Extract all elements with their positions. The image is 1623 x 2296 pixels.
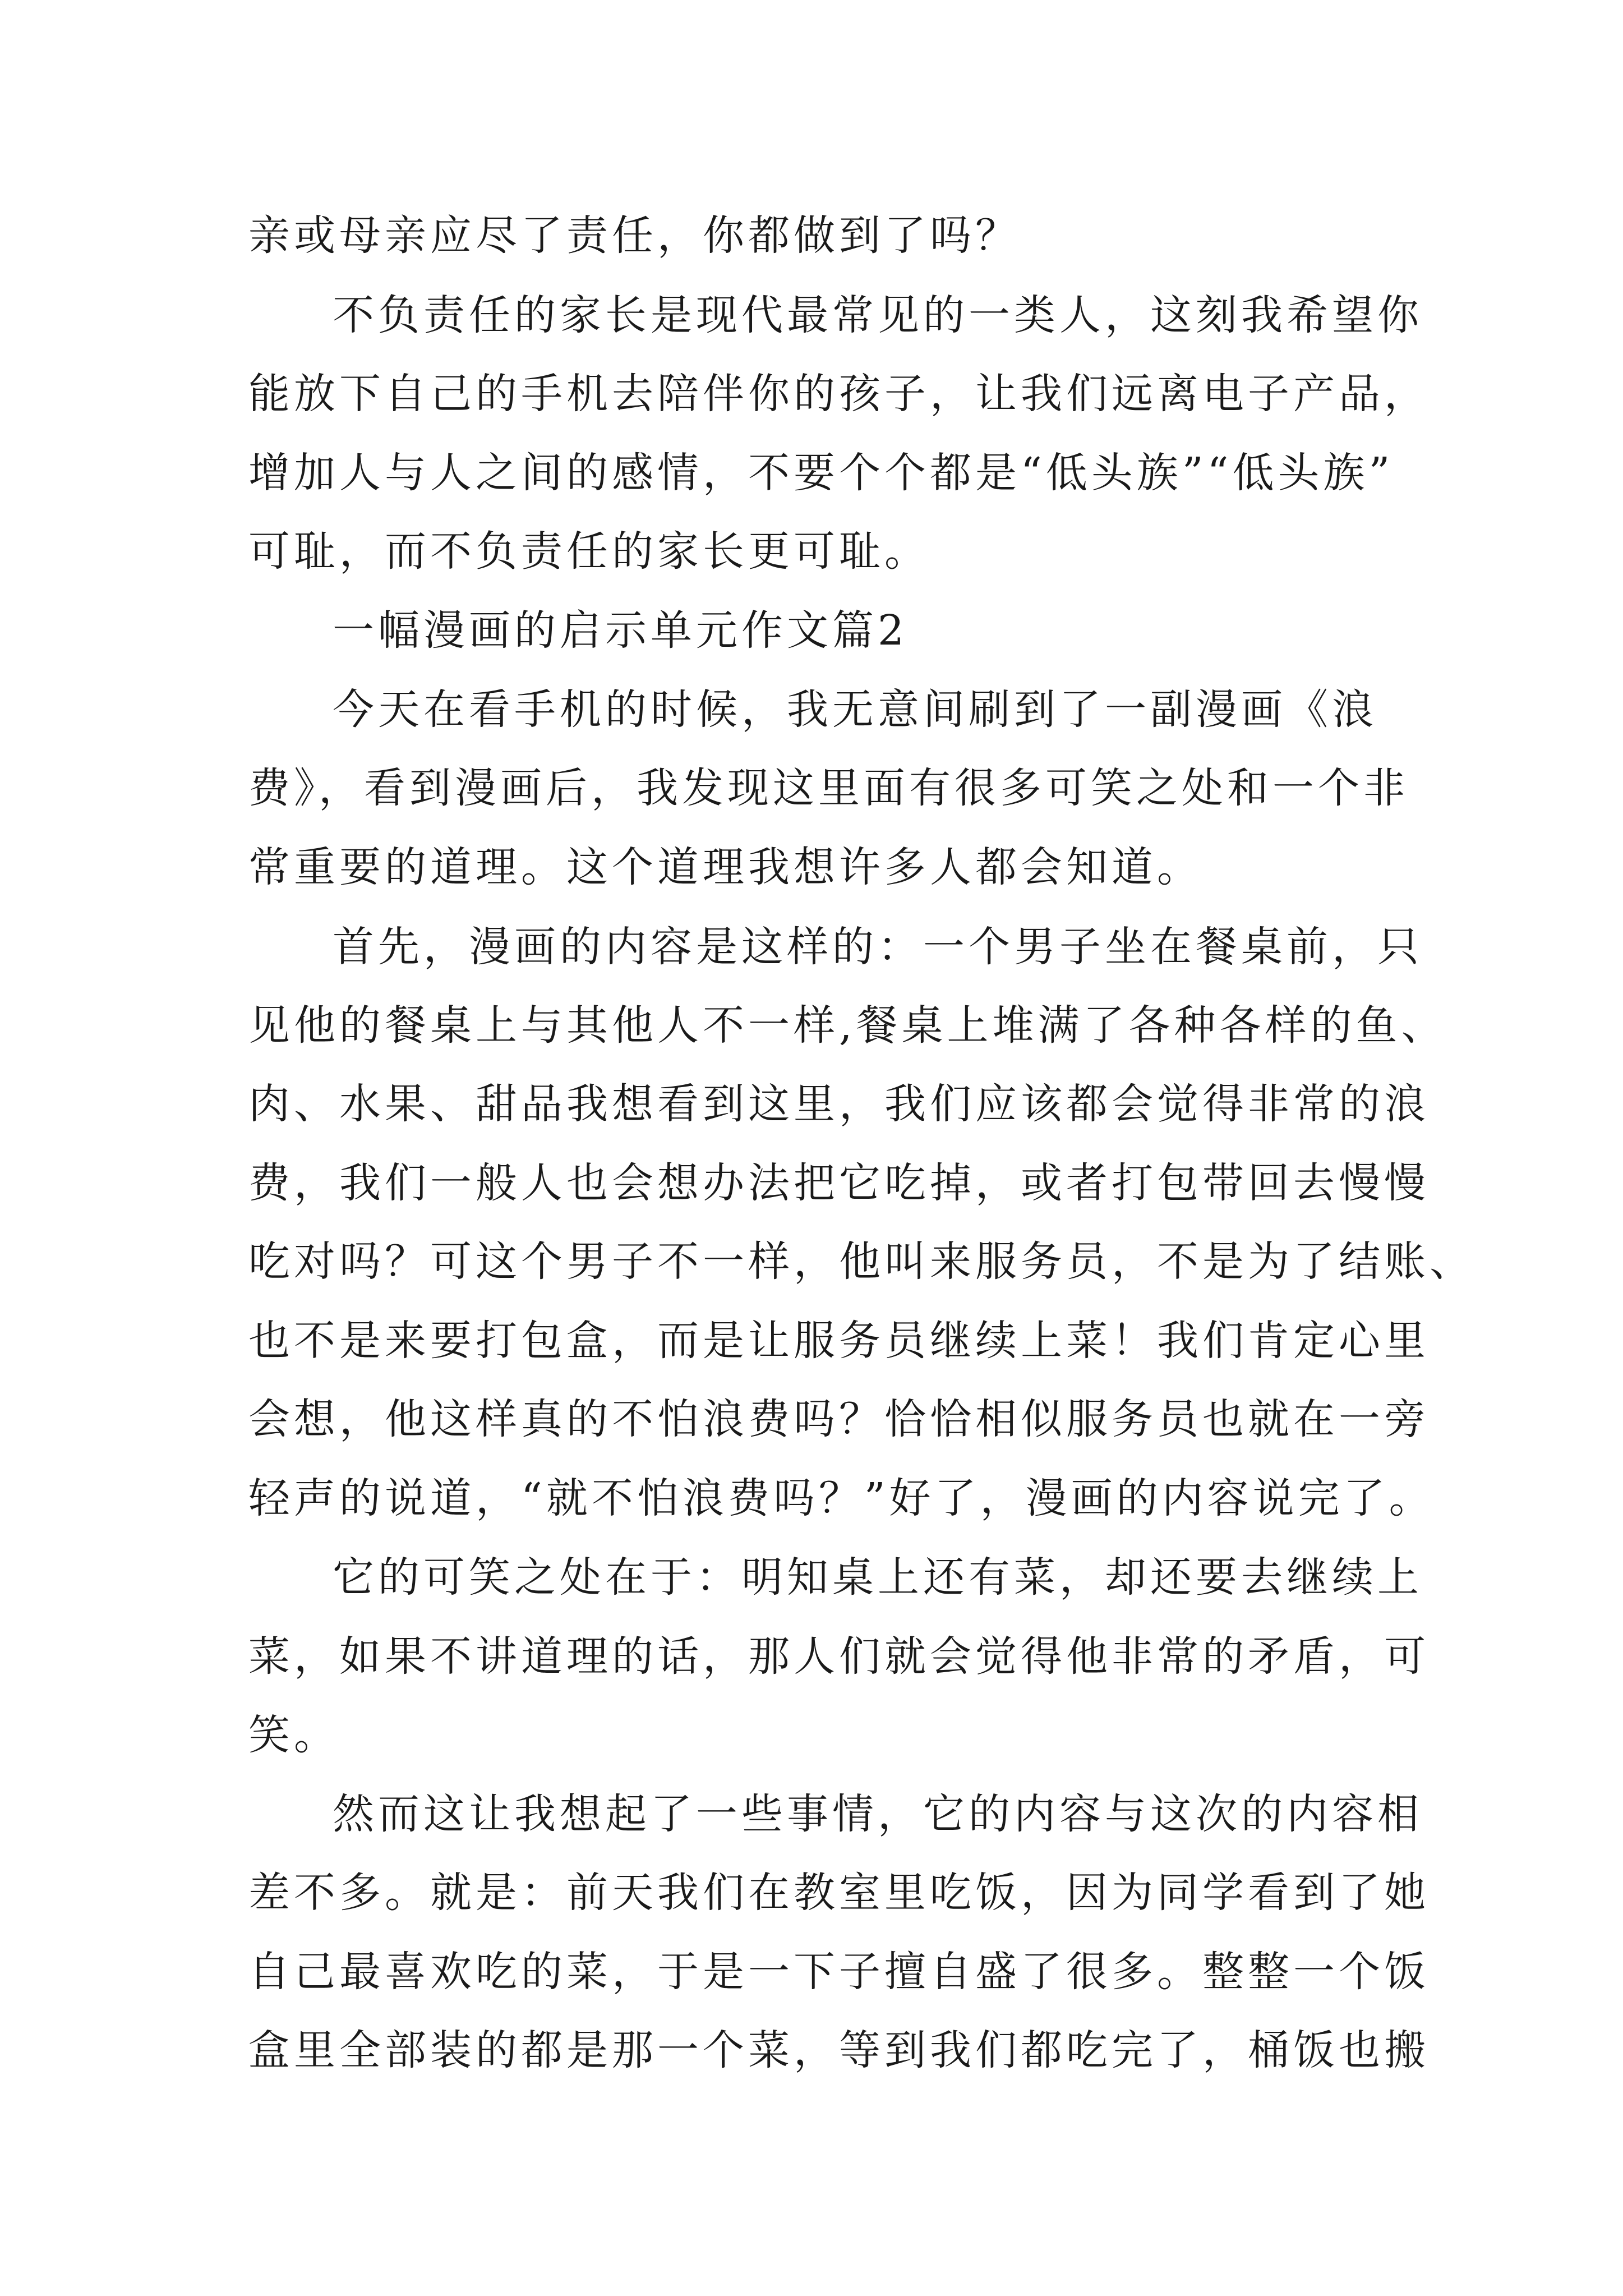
text-line: 它的可笑之处在于：明知桌上还有菜，却还要去继续上 [333, 1553, 1423, 1602]
text-line: 能放下自己的手机去陪伴你的孩子，让我们远离电子产品， [248, 370, 1430, 418]
text-line: 自己最喜欢吃的菜，于是一下子擅自盛了很多。整整一个饭 [248, 1948, 1430, 1996]
text-line: 也不是来要打包盒，而是让服务员继续上菜！我们肯定心里 [248, 1317, 1430, 1365]
text-line: 常重要的道理。这个道理我想许多人都会知道。 [248, 843, 1202, 891]
text-line: 亲或母亲应尽了责任，你都做到了吗？ [248, 211, 1021, 260]
text-line: 增加人与人之间的感情，不要个个都是“低头族”“低头族” [248, 449, 1394, 497]
text-line: 盒里全部装的都是那一个菜，等到我们都吃完了，桶饭也搬 [248, 2026, 1430, 2074]
text-line: 今天在看手机的时候，我无意间刷到了一副漫画《浪 [333, 685, 1377, 734]
text-line: 不负责任的家长是现代最常见的一类人，这刻我希望你 [333, 291, 1423, 339]
text-line: 吃对吗？可这个男子不一样，他叫来服务员，不是为了结账、 [248, 1237, 1475, 1286]
text-line: 轻声的说道，“就不怕浪费吗？”好了，漫画的内容说完了。 [248, 1474, 1435, 1522]
section-heading: 一幅漫画的启示单元作文篇2 [333, 606, 909, 655]
text-line: 可耻，而不负责任的家长更可耻。 [248, 527, 930, 576]
text-line: 会想，他这样真的不怕浪费吗？恰恰相似服务员也就在一旁 [248, 1395, 1430, 1443]
text-line: 菜，如果不讲道理的话，那人们就会觉得他非常的矛盾，可 [248, 1632, 1430, 1681]
text-line: 费，我们一般人也会想办法把它吃掉，或者打包带回去慢慢 [248, 1159, 1430, 1207]
text-line: 肉、水果、甜品我想看到这里，我们应该都会觉得非常的浪 [248, 1080, 1430, 1128]
text-line: 笑。 [248, 1711, 339, 1759]
text-line: 然而这让我想起了一些事情，它的内容与这次的内容相 [333, 1790, 1423, 1838]
text-line: 见他的餐桌上与其他人不一样,餐桌上堆满了各种各样的鱼、 [248, 1001, 1447, 1050]
text-line: 差不多。就是：前天我们在教室里吃饭，因为同学看到了她 [248, 1869, 1430, 1917]
text-line: 首先，漫画的内容是这样的：一个男子坐在餐桌前，只 [333, 923, 1423, 971]
text-line: 费》，看到漫画后，我发现这里面有很多可笑之处和一个非 [248, 764, 1409, 812]
